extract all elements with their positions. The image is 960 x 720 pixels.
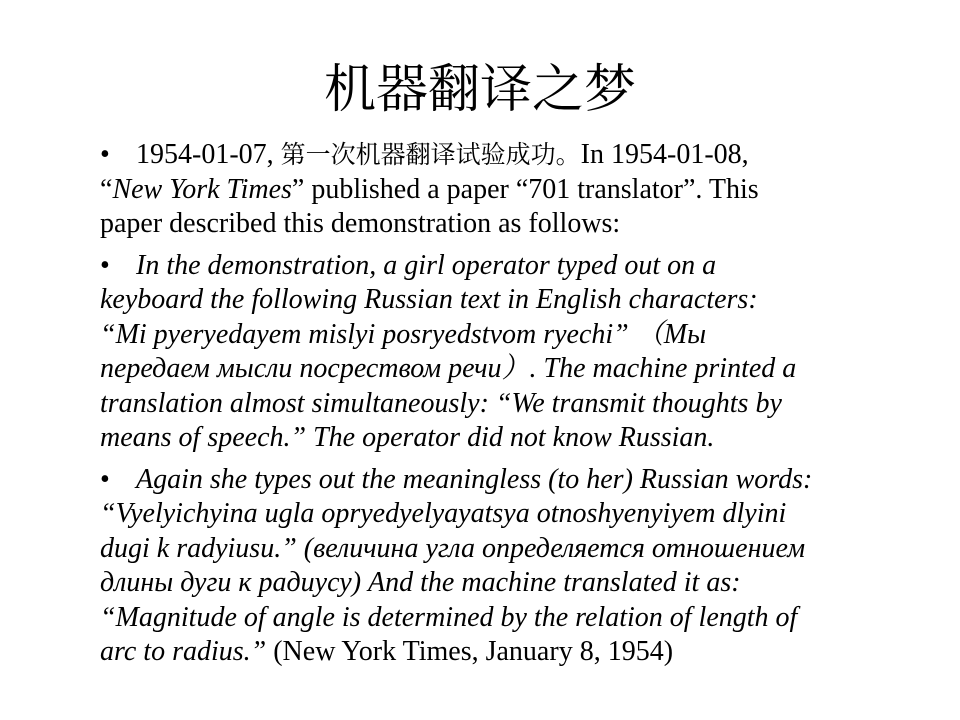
paragraph-2-russian-start: （Мы: [635, 318, 707, 350]
paragraph-1-date: 1954-01-07,: [136, 139, 281, 170]
paragraph-3-line-5: “Magnitude of angle is determined by the relation of length of: [100, 601, 798, 633]
source-citation: (New York Times, January 8, 1954): [273, 636, 674, 667]
newspaper-name: New York Times: [112, 173, 292, 205]
paragraph-1-chinese-text: 第一次机器翻译试验成功。: [280, 140, 581, 169]
paragraph-3-line-6: [100, 635, 920, 670]
paragraph-1-line-2-rest: ” published a paper “701 translator”. This: [291, 173, 759, 205]
paragraph-1-line-3: paper described this demonstration as follows:: [100, 208, 621, 239]
paragraph-2-line-6: means of speech.” The operator did not know Russian.: [100, 422, 715, 453]
paragraph-3-line-1-text: Again she types out the meaningless (to her) Russian words:: [136, 463, 813, 495]
paragraph-3-line-4: длины дуги к радиусу) And the machine translated it as:: [100, 567, 741, 598]
paragraph-3-line-3: dugi k radyiusu.” (величина угла определяется отношением: [100, 532, 806, 564]
slide-content: [100, 138, 920, 677]
paragraph-1-line-1: [100, 138, 920, 173]
paragraph-2-russian-text: передаем мысли посреством речи: [100, 353, 502, 384]
paragraph-3-line-2: “Vyelyichyina ugla opryedyelyayatsya otnoshyenyiyem dlyini: [100, 498, 787, 529]
bullet-icon: •: [100, 139, 110, 170]
paragraph-3-line-1: [100, 463, 920, 498]
bullet-paragraph-1: [100, 138, 920, 242]
paragraph-2-line-4: [100, 352, 920, 387]
paragraph-2-close-paren: ）: [501, 353, 530, 384]
bullet-icon: •: [100, 249, 110, 281]
paragraph-2-line-4-rest: . The machine printed a: [529, 353, 797, 384]
paragraph-2-line-1-text: In the demonstration, a girl operator typed out on a: [136, 249, 717, 281]
paragraph-2-line-5: translation almost simultaneously: “We transmit thoughts by: [100, 387, 782, 419]
paragraph-1-line-1-rest: In 1954-01-08,: [580, 139, 749, 170]
open-quote: “: [100, 173, 113, 205]
paragraph-3-line-6-italic: arc to radius.”: [100, 636, 274, 667]
paragraph-2-line-1: [100, 249, 920, 284]
paragraph-2-transliteration: “Mi pyeryedayem mislyi posryedstvom ryechi”: [100, 318, 636, 350]
slide-title: 机器翻译之梦: [323, 60, 636, 120]
paragraph-2-line-3: [100, 318, 920, 353]
paragraph-2-line-2: keyboard the following Russian text in English characters:: [100, 284, 758, 315]
bullet-paragraph-3: [100, 463, 920, 670]
bullet-icon: •: [100, 463, 110, 495]
bullet-paragraph-2: [100, 249, 920, 456]
paragraph-1-line-2: [100, 173, 920, 208]
